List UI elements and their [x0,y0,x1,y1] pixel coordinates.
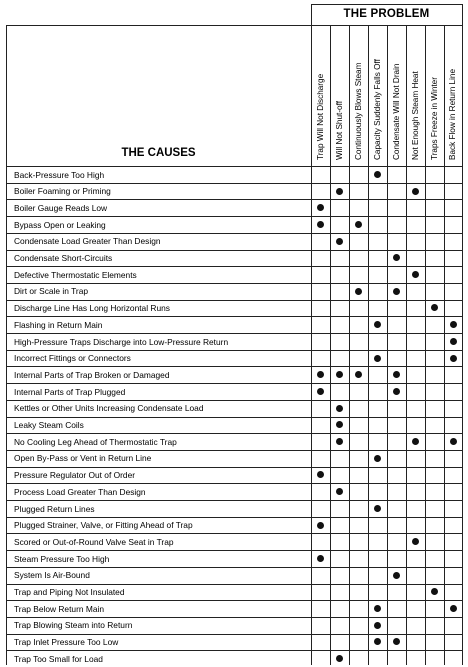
column-divider [425,25,426,665]
problem-mark-dot [317,204,324,211]
problem-mark-dot [317,388,324,395]
problem-mark-dot [374,455,381,462]
problem-mark-dot [355,288,362,295]
cause-label: Pressure Regulator Out of Order [14,470,136,481]
cause-label: Condensate Short-Circuits [14,253,113,263]
problem-mark-dot [317,471,324,478]
table-border-right [462,4,463,665]
cause-label: Condensate Load Greater Than Design [14,236,161,247]
problem-title: THE PROBLEM [343,8,430,20]
cause-label: Internal Parts of Trap Plugged [14,386,126,397]
problem-mark-dot [374,321,381,328]
column-divider [406,25,407,665]
cause-label: Trap Blowing Steam into Return [14,620,133,631]
problem-column-header: Not Enough Steam Heat [410,71,420,160]
problem-mark-dot [450,438,457,445]
problem-mark-dot [393,288,400,295]
cause-label: Kettles or Other Units Increasing Condensate Load [14,403,204,414]
cause-label: Bypass Open or Leaking [14,219,106,230]
problem-mark-dot [374,505,381,512]
problem-column-header: Condensate Will Not Drain [391,63,401,160]
cause-label: Back-Pressure Too High [14,169,105,180]
problem-mark-dot [336,188,343,195]
problem-mark-dot [450,321,457,328]
problem-mark-dot [317,555,324,562]
problem-mark-dot [317,522,324,529]
cause-label: Process Load Greater Than Design [14,486,146,497]
problem-mark-dot [431,304,438,311]
column-divider [368,25,369,665]
column-divider [311,4,312,665]
cause-label: Boiler Gauge Reads Low [14,202,108,213]
table-border-top-causes [6,25,311,26]
problem-mark-dot [336,421,343,428]
problem-mark-dot [393,371,400,378]
problem-mark-dot [450,338,457,345]
cause-label: Flashing in Return Main [14,319,103,330]
cause-label: Leaky Steam Coils [14,420,84,430]
problem-mark-dot [450,355,457,362]
cause-label: Trap and Piping Not Insulated [14,587,125,597]
cause-label: Plugged Strainer, Valve, or Fitting Ahead of Trap [14,520,193,531]
problem-mark-dot [336,405,343,412]
table-border-top-problem [311,4,462,5]
cause-label: Internal Parts of Trap Broken or Damaged [14,369,170,380]
problem-mark-dot [374,171,381,178]
problem-mark-dot [431,588,438,595]
problem-mark-dot [374,638,381,645]
problem-mark-dot [336,488,343,495]
problem-mark-dot [336,438,343,445]
cause-label: Trap Below Return Main [14,603,104,614]
problem-mark-dot [317,371,324,378]
problem-mark-dot [393,638,400,645]
problem-mark-dot [393,388,400,395]
column-divider [330,25,331,665]
cause-label: Scored or Out-of-Round Valve Seat in Trap [14,536,174,547]
cause-label: Steam Pressure Too High [14,553,110,564]
problem-column-header: Continuously Blows Steam [353,62,363,160]
problem-mark-dot [412,188,419,195]
problem-mark-dot [336,238,343,245]
problem-column-header: Will Not Shut-off [334,101,344,160]
problem-mark-dot [412,271,419,278]
cause-label: Defective Thermostatic Elements [14,269,137,280]
cause-label: System Is Air-Bound [14,570,90,581]
cause-label: Dirt or Scale in Trap [14,286,89,297]
problem-column-header: Back Flow in Return Line [448,68,457,160]
cause-label: Trap Inlet Pressure Too Low [14,637,119,648]
problem-mark-dot [336,371,343,378]
problem-mark-dot [317,221,324,228]
problem-mark-dot [412,438,419,445]
table-border-left [6,25,7,665]
column-divider [387,25,388,665]
problem-mark-dot [412,538,419,545]
problem-mark-dot [393,572,400,579]
cause-label: No Cooling Leg Ahead of Thermostatic Trap [14,436,177,447]
problem-mark-dot [374,622,381,629]
cause-label: Trap Too Small for Load [14,653,103,664]
causes-title: THE CAUSES [121,147,196,159]
cause-label: Boiler Foaming or Priming [14,186,111,197]
column-divider [349,25,350,665]
column-divider [444,25,445,665]
problem-mark-dot [374,605,381,612]
problem-mark-dot [355,371,362,378]
problem-mark-dot [355,221,362,228]
problem-mark-dot [336,655,343,662]
cause-label: Plugged Return Lines [14,503,95,514]
cause-label: High-Pressure Traps Discharge into Low-Pressure Return [14,336,229,347]
cause-label: Open By-Pass or Vent in Return Line [14,453,152,464]
problem-column-header: Capacity Suddenly Falls Off [372,59,382,160]
cause-label: Discharge Line Has Long Horizontal Runs [14,303,170,314]
problem-mark-dot [374,355,381,362]
cause-label: Incorrect Fittings or Connectors [14,353,131,364]
problem-mark-dot [393,254,400,261]
problem-mark-dot [450,605,457,612]
problem-column-header: Traps Freeze in Winter [429,77,439,160]
problem-column-header: Trap Will Not Discharge [315,73,325,160]
